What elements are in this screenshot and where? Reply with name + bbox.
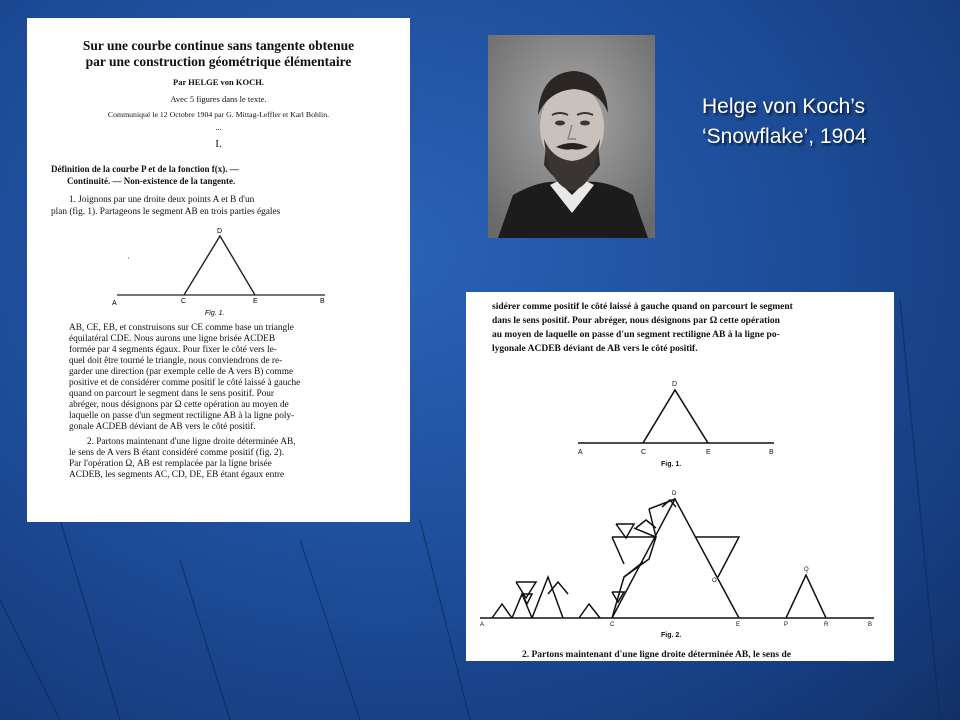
fig1-label-d: D — [217, 228, 223, 235]
caption-line2: ‘Snowflake’, 1904 — [702, 125, 867, 148]
fig1-label-a: A — [112, 300, 117, 307]
svg-text:D: D — [672, 491, 677, 497]
portrait-illustration — [488, 35, 655, 238]
paper-para3-line2: le sens de A vers B étant considéré comme positif (fig. 2). — [69, 448, 285, 458]
paper-title-line2: par une construction géométrique élémentaire — [85, 54, 352, 69]
svg-text:C: C — [610, 622, 615, 628]
paper-para3-line3: Par l'opération Ω, AB est remplacée par la ligne brisée — [69, 459, 272, 469]
paper-author: Par HELGE von KOCH. — [173, 77, 264, 87]
fig1-label-b: B — [320, 298, 325, 305]
paper-para2-line9: laquelle on passe d'un segment rectiligne AB à la ligne poly- — [69, 411, 295, 421]
paper-para2-line7: quand on parcourt le segment dans le sens positif. Pour — [69, 389, 275, 399]
koch-figure-1 — [107, 223, 337, 318]
paper-para2-line10: gonale ACDEB déviant de AB vers le côté positif. — [69, 422, 256, 432]
svg-text:B: B — [769, 449, 774, 456]
paper-para2-line3: formée par 4 segments égaux. Pour fixer le côté vers le- — [69, 345, 277, 355]
svg-text:C: C — [641, 449, 647, 456]
page2-footer-text: 2. Partons maintenant d'une ligne droite déterminée AB, le sens de — [522, 650, 791, 660]
portrait-photo — [488, 35, 655, 238]
paper-para2-line5: garder une direction (par exemple celle de A vers B) comme — [69, 367, 294, 377]
paper-heading-line2: Continuité. — Non-existence de la tangente. — [67, 176, 236, 186]
paper-communique: Communiqué le 12 Octobre 1904 par G. Mittag-Leffler et Karl Bohlin. — [107, 110, 330, 119]
caption-line1: Helge von Koch’s — [702, 95, 866, 118]
page2-fig2-caption: Fig. 2. — [661, 632, 682, 639]
svg-text:E: E — [736, 622, 741, 628]
paper-para2-line2: équilatéral CDE. Nous aurons une ligne brisée ACDEB — [69, 334, 276, 344]
page2-text-line1: sidérer comme positif le côté laissé à gauche quand on parcourt le segment — [492, 302, 793, 312]
paper-para2-line4: quel doit être tourné le triangle, nous conviendrons de re- — [69, 356, 283, 366]
paper-para2-line6: positive et de considérer comme positif le côté laissé à gauche — [69, 378, 301, 388]
fig1-label-c: C — [181, 298, 187, 305]
page2-fig1-caption: Fig. 1. — [661, 461, 682, 468]
paper-para2-line8: abréger, nous désignons par Ω cette opération au moyen de — [69, 400, 289, 410]
paper-para1-line1: 1. Joignons par une droite deux points A et B d'un — [69, 195, 255, 205]
paper-para1-line2: plan (fig. 1). Partageons le segment AB en trois parties égales — [51, 207, 281, 217]
paper-para3-line1: 2. Partons maintenant d'une ligne droite déterminée AB, — [87, 437, 296, 447]
paper-figures-note: Avec 5 figures dans le texte. — [170, 94, 267, 104]
fig1-label-e: E — [253, 298, 258, 305]
paper-heading-line1: Définition de la courbe P et de la fonction f(x). — — [51, 164, 239, 174]
svg-text:A: A — [480, 622, 485, 628]
paper-section-number: I. — [215, 138, 222, 150]
paper-title-line1: Sur une courbe continue sans tangente obtenue — [82, 38, 355, 53]
svg-text:A: A — [578, 449, 583, 456]
fig1-caption: Fig. 1. — [205, 310, 225, 317]
svg-text:E: E — [706, 449, 711, 456]
paper-para2-line1: AB, CE, EB, et construisons sur CE comme base un triangle — [69, 323, 294, 333]
svg-text:R: R — [824, 622, 829, 628]
page2-text-line4: lygonale ACDEB déviant de AB vers le côté positif. — [492, 344, 698, 354]
paper-page-1 — [27, 18, 410, 522]
svg-text:B: B — [868, 622, 873, 628]
page2-text-line2: dans le sens positif. Pour abréger, nous désignons par Ω cette opération — [492, 316, 780, 326]
slide-caption — [702, 92, 942, 152]
koch-figures-1-2 — [466, 292, 894, 661]
page2-text-line3: au moyen de laquelle on passe d'un segment rectiligne AB à la ligne po- — [492, 330, 780, 340]
paper-dots: ... — [215, 122, 222, 132]
paper-para3-line4: ACDEB, les segments AC, CD, DE, EB étant égaux entre — [69, 470, 285, 480]
svg-text:Q: Q — [804, 567, 809, 573]
svg-text:O: O — [712, 578, 717, 584]
svg-text:D: D — [672, 381, 678, 388]
paper-page-2 — [466, 292, 894, 661]
svg-text:P: P — [784, 622, 789, 628]
